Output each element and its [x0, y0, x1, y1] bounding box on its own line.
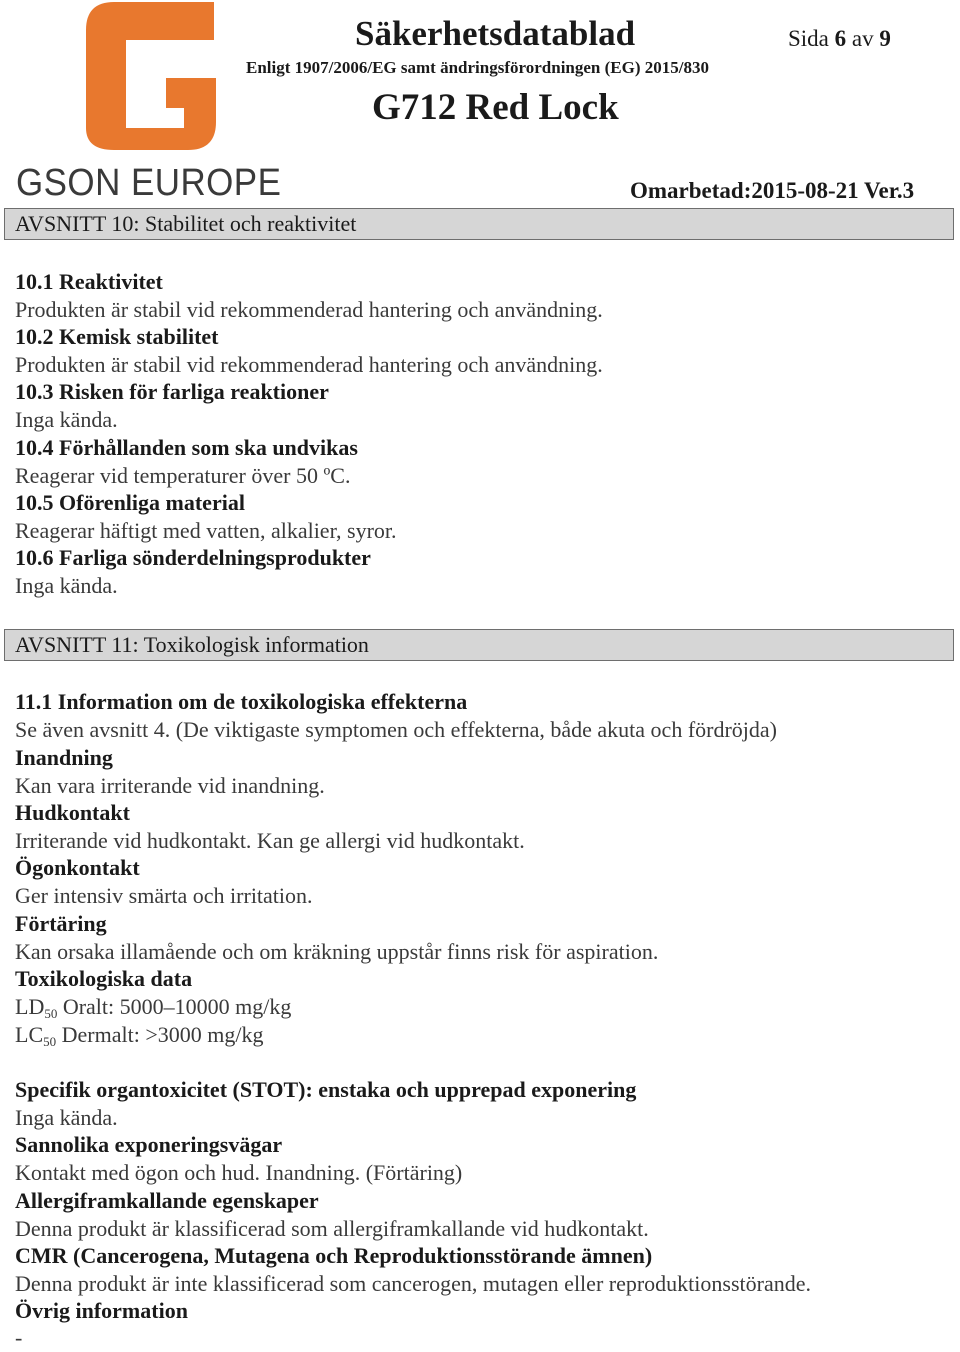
s11-heading-1: 11.1 Information om de toxikologiska effekterna — [15, 689, 468, 714]
s10-text-6: Inga kända. — [15, 573, 118, 598]
revision-text: Omarbetad:2015-08-21 Ver.3 — [630, 178, 915, 203]
lc-sub: 50 — [43, 1034, 57, 1049]
page-number — [788, 26, 891, 52]
s11b-text-1: Inga kända. — [15, 1105, 118, 1130]
s11-text-4: Ger intensiv smärta och irritation. — [15, 883, 313, 908]
lc-value: Dermalt: >3000 mg/kg — [56, 1022, 264, 1047]
s11b-text-4: Denna produkt är inte klassificerad som cancerogen, mutagen eller reproduktionsstörande. — [15, 1271, 811, 1296]
s11b-heading-3: Allergiframkallande egenskaper — [15, 1188, 319, 1213]
product-name: G712 Red Lock — [372, 87, 619, 128]
s11b-heading-2: Sannolika exponeringsvägar — [15, 1132, 283, 1157]
s10-text-2: Produkten är stabil vid rekommenderad hantering och användning. — [15, 352, 603, 377]
document-title: Säkerhetsdatablad — [355, 14, 636, 53]
ld-value: Oralt: 5000–10000 mg/kg — [57, 994, 292, 1019]
regulation-text: Enligt 1907/2006/EG samt ändringsförordningen (EG) 2015/830 — [246, 58, 709, 77]
tox-ld50-line — [15, 993, 291, 1021]
s11b-text-3: Denna produkt är klassificerad som allergiframkallande vid hudkontakt. — [15, 1216, 649, 1241]
s11b-heading-4: CMR (Cancerogena, Mutagena och Reproduktionsstörande ämnen) — [15, 1243, 653, 1268]
s11-heading-2: Inandning — [15, 745, 113, 770]
logo-text: GSON EUROPE — [16, 162, 282, 204]
s10-heading-2: 10.2 Kemisk stabilitet — [15, 324, 219, 349]
page-total: 9 — [879, 26, 891, 51]
s10-heading-5: 10.5 Oförenliga material — [15, 490, 245, 515]
s11-text-2: Kan vara irriterande vid inandning. — [15, 773, 325, 798]
s10-text-1: Produkten är stabil vid rekommenderad hantering och användning. — [15, 297, 603, 322]
s10-text-3: Inga kända. — [15, 407, 118, 432]
s11-text-5: Kan orsaka illamående och om kräkning uppstår finns risk för aspiration. — [15, 939, 659, 964]
s11-heading-4: Ögonkontakt — [15, 855, 140, 880]
s10-heading-3: 10.3 Risken för farliga reaktioner — [15, 379, 329, 404]
lc-prefix: LC — [15, 1022, 44, 1047]
section-10-header: AVSNITT 10: Stabilitet och reaktivitet — [4, 208, 954, 240]
s10-text-4: Reagerar vid temperaturer över 50 ºC. — [15, 463, 351, 488]
ld-prefix: LD — [15, 994, 45, 1019]
page-label: Sida — [788, 26, 829, 51]
s10-heading-4: 10.4 Förhållanden som ska undvikas — [15, 435, 358, 460]
page-sep: av — [851, 26, 874, 51]
s10-heading-1: 10.1 Reaktivitet — [15, 269, 163, 294]
s11-heading-5: Förtäring — [15, 911, 107, 936]
s10-heading-6: 10.6 Farliga sönderdelningsprodukter — [15, 545, 371, 570]
s11b-text-5: - — [15, 1325, 23, 1350]
tox-data-heading: Toxikologiska data — [15, 966, 193, 991]
page-current: 6 — [834, 26, 847, 51]
tox-lc50-line — [15, 1021, 263, 1049]
s11b-text-2: Kontakt med ögon och hud. Inandning. (Förtäring) — [15, 1160, 463, 1185]
s11b-heading-5: Övrig information — [15, 1298, 188, 1323]
s10-text-5: Reagerar häftigt med vatten, alkalier, syror. — [15, 518, 397, 543]
ld-sub: 50 — [44, 1006, 58, 1021]
s11b-heading-1: Specifik organtoxicitet (STOT): enstaka och upprepad exponering — [15, 1077, 637, 1102]
s11-text-1: Se även avsnitt 4. (De viktigaste symptomen och effekterna, både akuta och fördröjda) — [15, 717, 778, 742]
section-11-header: AVSNITT 11: Toxikologisk information — [4, 629, 954, 661]
s11-heading-3: Hudkontakt — [15, 800, 130, 825]
s11-text-3: Irriterande vid hudkontakt. Kan ge allergi vid hudkontakt. — [15, 828, 525, 853]
